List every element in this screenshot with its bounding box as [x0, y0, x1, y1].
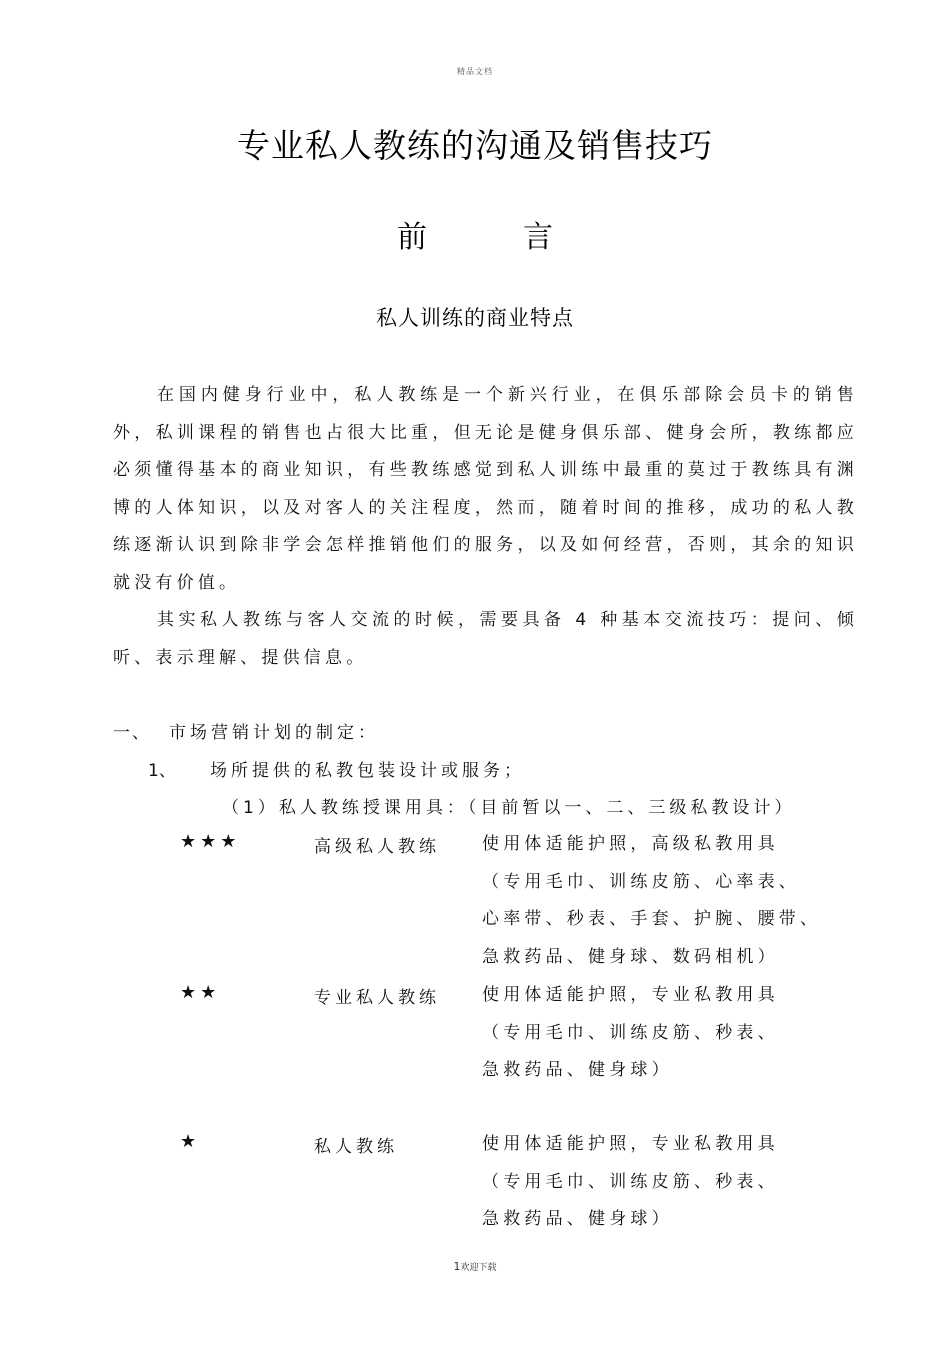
equipment-line: （专用毛巾、训练皮筋、秒表、 [482, 1022, 779, 1043]
tier-stars-professional: ★★ [180, 982, 221, 1003]
outline-level-3: （1）私人教练授课用具：（目前暂以一、二、三级私教设计） [222, 798, 796, 818]
equipment-line: 使用体适能护照，专业私教用具 [482, 1134, 779, 1154]
outline-level-1-text: 市场营销计划的制定： [169, 723, 379, 743]
footer-note: 欢迎下载 [460, 1263, 497, 1273]
outline-level-2-num: 1、 [148, 761, 176, 781]
paragraph-intro: 在国内健身行业中，私人教练是一个新兴行业，在俱乐部除会员卡的销售外，私训课程的销售也占很大比重，但无论是健身俱乐部、健身会所，教练都应必须懂得基本的商业知识，有些教练感觉到私人训练中最重的莫过于教练具有渊博的人体知识，以及对客人的关注程度，然而，随着时间的推移，成功的私人教练逐渐认识到除非学会怎样推销他们的服务，以及如何经营，否则，其余的知识就没有价值。 [113, 385, 858, 593]
outline-level-1-num: 一、 [113, 723, 151, 743]
tier-equipment-professional [482, 977, 862, 1090]
equipment-line: （专用毛巾、训练皮筋、心率表、 [482, 871, 800, 892]
preface-char-1: 前 [397, 220, 427, 255]
page-footer [0, 1260, 950, 1273]
tier-level-basic: 私人教练 [314, 1137, 398, 1157]
page-number: 1 [453, 1260, 461, 1273]
equipment-line: 急救药品、健身球） [482, 1060, 673, 1080]
document-title: 专业私人教练的沟通及销售技巧 [237, 126, 713, 165]
outline-level-2 [148, 756, 525, 781]
tier-stars-senior: ★★★ [180, 831, 241, 852]
equipment-line: 使用体适能护照，专业私教用具 [482, 985, 779, 1005]
equipment-line: 使用体适能护照，高级私教用具 [482, 834, 779, 854]
tier-equipment-basic [482, 1126, 862, 1239]
tier-level-professional: 专业私人教练 [314, 988, 440, 1008]
outline-level-1 [113, 718, 379, 743]
equipment-line: 心率带、秒表、手套、护腕、腰带、 [482, 909, 822, 929]
equipment-line: 急救药品、健身球） [482, 1209, 673, 1229]
tier-equipment-senior [482, 826, 862, 976]
tier-stars-basic: ★ [180, 1131, 201, 1152]
outline-level-2-text: 场所提供的私教包装设计或服务； [210, 761, 525, 781]
paragraph-skills: 其实私人教练与客人交流的时候，需要具备 4 种基本交流技巧：提问、倾听、表示理解、提供信息。 [113, 610, 858, 668]
header-note: 精品文档 [457, 67, 493, 76]
tier-level-senior: 高级私人教练 [314, 837, 440, 857]
equipment-line: 急救药品、健身球、数码相机） [482, 946, 779, 967]
preface-char-2: 言 [523, 220, 553, 255]
preface-heading [0, 212, 950, 256]
section-subtitle: 私人训练的商业特点 [376, 306, 574, 330]
equipment-line: （专用毛巾、训练皮筋、秒表、 [482, 1171, 779, 1192]
